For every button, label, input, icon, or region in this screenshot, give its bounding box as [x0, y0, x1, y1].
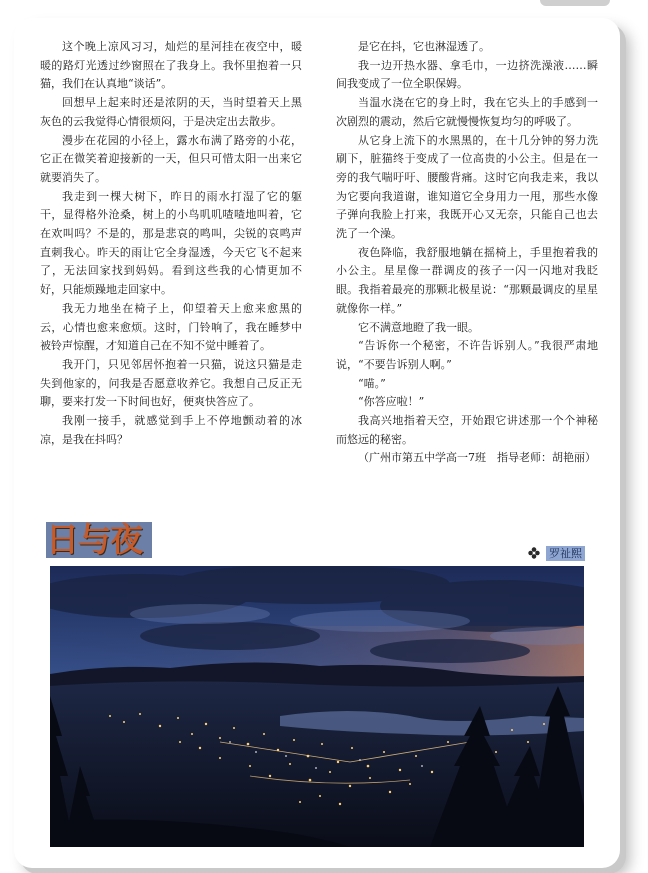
paragraph: 从它身上流下的水黑黑的，在十几分钟的努力洗刷下，脏猫终于变成了一位高贵的小公主。但是在一旁的我气喘吁吁、腰酸背痛。这时它向我走来，我以为它要向我道谢，谁知道它全身用力一甩，那些水像子弹向我脸上打来，我既开心又无奈，只能自己也去洗了一个澡。: [336, 133, 598, 241]
paragraph: 我走到一棵大树下，昨日的雨水打湿了它的躯干，显得格外沧桑，树上的小鸟叽叽喳喳地叫着，它在欢叫吗？不是的，那是悲哀的鸣叫，尖锐的哀鸣声直刺我心。昨天的雨让它全身湿透，今天它飞不起来了，无法回家找到妈妈。看到这些我的心情更加不好，只能烦躁地走回家中。: [40, 189, 302, 297]
paragraph: “你答应啦！”: [358, 395, 425, 409]
section-title: 日与夜: [46, 520, 142, 559]
page-tab-decoration: [540, 0, 610, 6]
paragraph: 回想早上起来时还是浓阴的天，当时望着天上黑灰色的云我觉得心情很烦闷，于是决定出去散步。: [40, 96, 302, 128]
night-city-photo: [50, 566, 584, 847]
paragraph: 这个晚上凉风习习，灿烂的星河挂在夜空中，暖暖的路灯光透过纱窗照在了我身上。我怀里抱着一只猫，我们在认真地“谈话”。: [40, 40, 302, 91]
paragraph: 漫步在花园的小径上，露水布满了路旁的小花，它正在微笑着迎接新的一天，但只可惜太阳一出来它就要消失了。: [40, 133, 302, 184]
paragraph: 我刚一接手，就感觉到手上不停地颤动着的冰凉，是我在抖吗？: [40, 414, 302, 446]
paragraph: 我一边开热水器、拿毛巾，一边挤洗澡液……瞬间我变成了一位全职保姆。: [336, 58, 598, 91]
paragraph: 是它在抖，它也淋湿透了。: [358, 40, 490, 53]
paragraph: 它不满意地瞪了我一眼。: [358, 320, 479, 334]
city-night-illustration: [50, 566, 584, 847]
right-text-column: [336, 38, 598, 468]
paragraph: “喵。”: [358, 376, 386, 390]
flower-icon: [528, 547, 540, 559]
author-name: 罗祉熙: [546, 546, 585, 561]
paragraph: “告诉你一个秘密，不许告诉别人。”我很严肃地说，“不要告诉别人啊。”: [336, 339, 598, 371]
paragraph: 夜色降临，我舒服地躺在摇椅上，手里抱着我的小公主。星星像一群调皮的孩子一闪一闪地对我眨眼。我指着最亮的那颗北极星说：“那颗最调皮的星星就像你一样。”: [336, 245, 598, 315]
school-and-teacher-note: （广州市第五中学高一7班 指导老师：胡艳丽）: [358, 451, 596, 465]
paragraph: 我无力地坐在椅子上，仰望着天上愈来愈黑的云，心情也愈来愈烦。这时，门铃响了，我在睡梦中被铃声惊醒，才知道自己在不知不觉中睡着了。: [40, 301, 302, 353]
paragraph: 当温水浇在它的身上时，我在它头上的手感到一次剧烈的震动，然后它就慢慢恢复均匀的呼吸了。: [336, 96, 598, 128]
author-byline: [528, 545, 585, 561]
left-text-column: [40, 38, 302, 449]
paragraph: 我开门，只见邻居怀抱着一只猫，说这只猫是走失到他家的，问我是否愿意收养它。我想自己反正无聊，要来打发一下时间也好，便爽快答应了。: [40, 357, 302, 409]
paragraph: 我高兴地指着天空，开始跟它讲述那一个个神秘而悠远的秘密。: [336, 414, 598, 446]
